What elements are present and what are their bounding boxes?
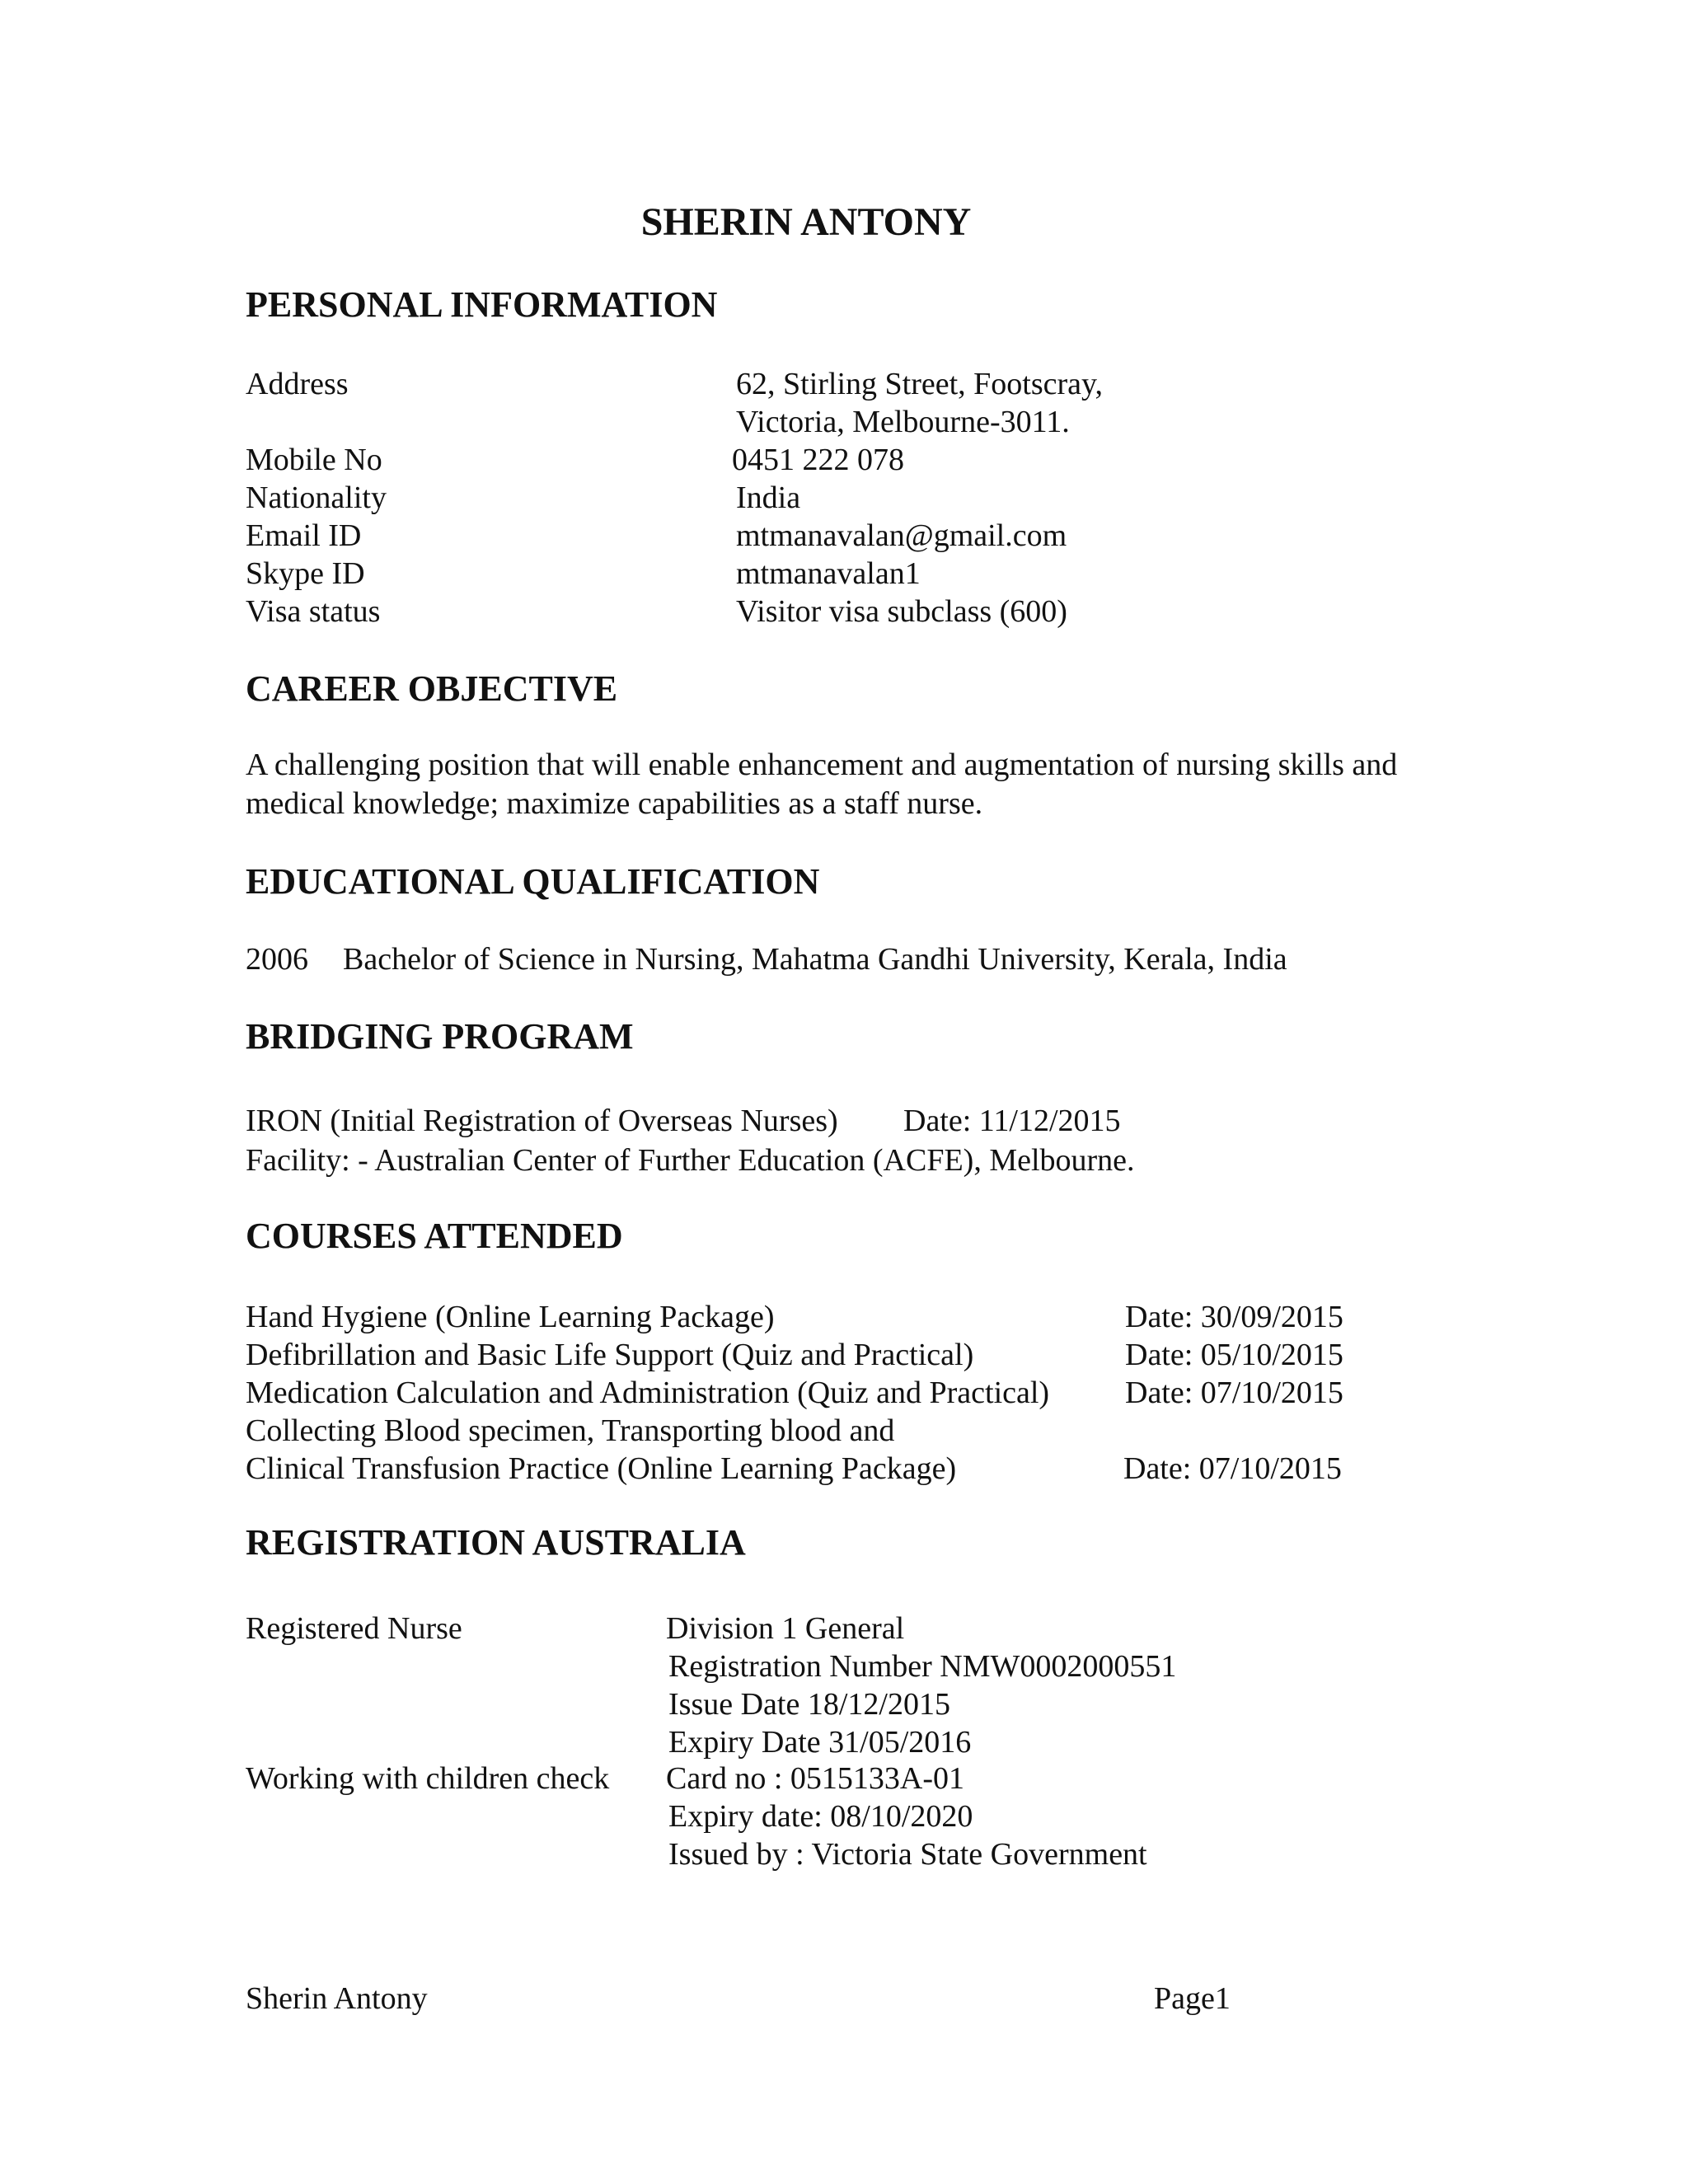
footer-page-number: Page1 <box>1154 1981 1231 2016</box>
course-3: Medication Calculation and Administration (Quiz and Practical) <box>246 1376 1050 1410</box>
nationality-value: India <box>736 480 801 515</box>
course-2-date: Date: 05/10/2015 <box>1125 1338 1343 1372</box>
wwc-label: Working with children check <box>246 1761 610 1796</box>
wwc-expiry-date: Expiry date: 08/10/2020 <box>668 1799 973 1834</box>
courses-heading: COURSES ATTENDED <box>246 1216 623 1256</box>
mobile-label: Mobile No <box>246 443 382 477</box>
objective-line-1: A challenging position that will enable enhancement and augmentation of nursing skills and <box>246 748 1398 782</box>
bridging-program: IRON (Initial Registration of Overseas Nurses) <box>246 1104 838 1138</box>
footer-name: Sherin Antony <box>246 1981 428 2016</box>
bridging-heading: BRIDGING PROGRAM <box>246 1016 634 1057</box>
candidate-name: SHERIN ANTONY <box>640 200 972 244</box>
course-3-date: Date: 07/10/2015 <box>1125 1376 1343 1410</box>
education-heading: EDUCATIONAL QUALIFICATION <box>246 861 820 902</box>
bridging-date: Date: 11/12/2015 <box>903 1104 1121 1138</box>
career-objective-heading: CAREER OBJECTIVE <box>246 668 618 709</box>
address-line-1: 62, Stirling Street, Footscray, <box>736 367 1104 401</box>
objective-line-2: medical knowledge; maximize capabilities as a staff nurse. <box>246 786 983 821</box>
email-label: Email ID <box>246 518 362 553</box>
address-label: Address <box>246 367 349 401</box>
course-1-date: Date: 30/09/2015 <box>1125 1300 1343 1334</box>
bridging-facility: Facility: - Australian Center of Further Education (ACFE), Melbourne. <box>246 1143 1135 1178</box>
personal-info-heading: PERSONAL INFORMATION <box>246 284 718 325</box>
course-4-line-1: Collecting Blood specimen, Transporting blood and <box>246 1413 895 1448</box>
visa-value: Visitor visa subclass (600) <box>736 594 1067 629</box>
registration-expiry-date: Expiry Date 31/05/2016 <box>668 1725 972 1760</box>
course-4-date: Date: 07/10/2015 <box>1123 1451 1342 1486</box>
registered-nurse-label: Registered Nurse <box>246 1611 462 1646</box>
nationality-label: Nationality <box>246 480 387 515</box>
email-value: mtmanavalan@gmail.com <box>736 518 1067 553</box>
wwc-card-number: Card no : 0515133A-01 <box>666 1761 965 1796</box>
course-1: Hand Hygiene (Online Learning Package) <box>246 1300 775 1334</box>
registration-heading: REGISTRATION AUSTRALIA <box>246 1522 746 1563</box>
course-4-line-2: Clinical Transfusion Practice (Online Learning Package) <box>246 1451 957 1486</box>
visa-label: Visa status <box>246 594 381 629</box>
address-line-2: Victoria, Melbourne-3011. <box>736 405 1070 439</box>
registration-issue-date: Issue Date 18/12/2015 <box>668 1687 950 1722</box>
education-year: 2006 <box>246 942 308 977</box>
skype-value: mtmanavalan1 <box>736 556 921 591</box>
mobile-value: 0451 222 078 <box>732 443 904 477</box>
registration-division: Division 1 General <box>666 1611 905 1646</box>
course-2: Defibrillation and Basic Life Support (Quiz and Practical) <box>246 1338 974 1372</box>
registration-number: Registration Number NMW0002000551 <box>668 1649 1177 1684</box>
wwc-issued-by: Issued by : Victoria State Government <box>668 1837 1147 1872</box>
skype-label: Skype ID <box>246 556 365 591</box>
education-degree: Bachelor of Science in Nursing, Mahatma Gandhi University, Kerala, India <box>343 942 1287 977</box>
